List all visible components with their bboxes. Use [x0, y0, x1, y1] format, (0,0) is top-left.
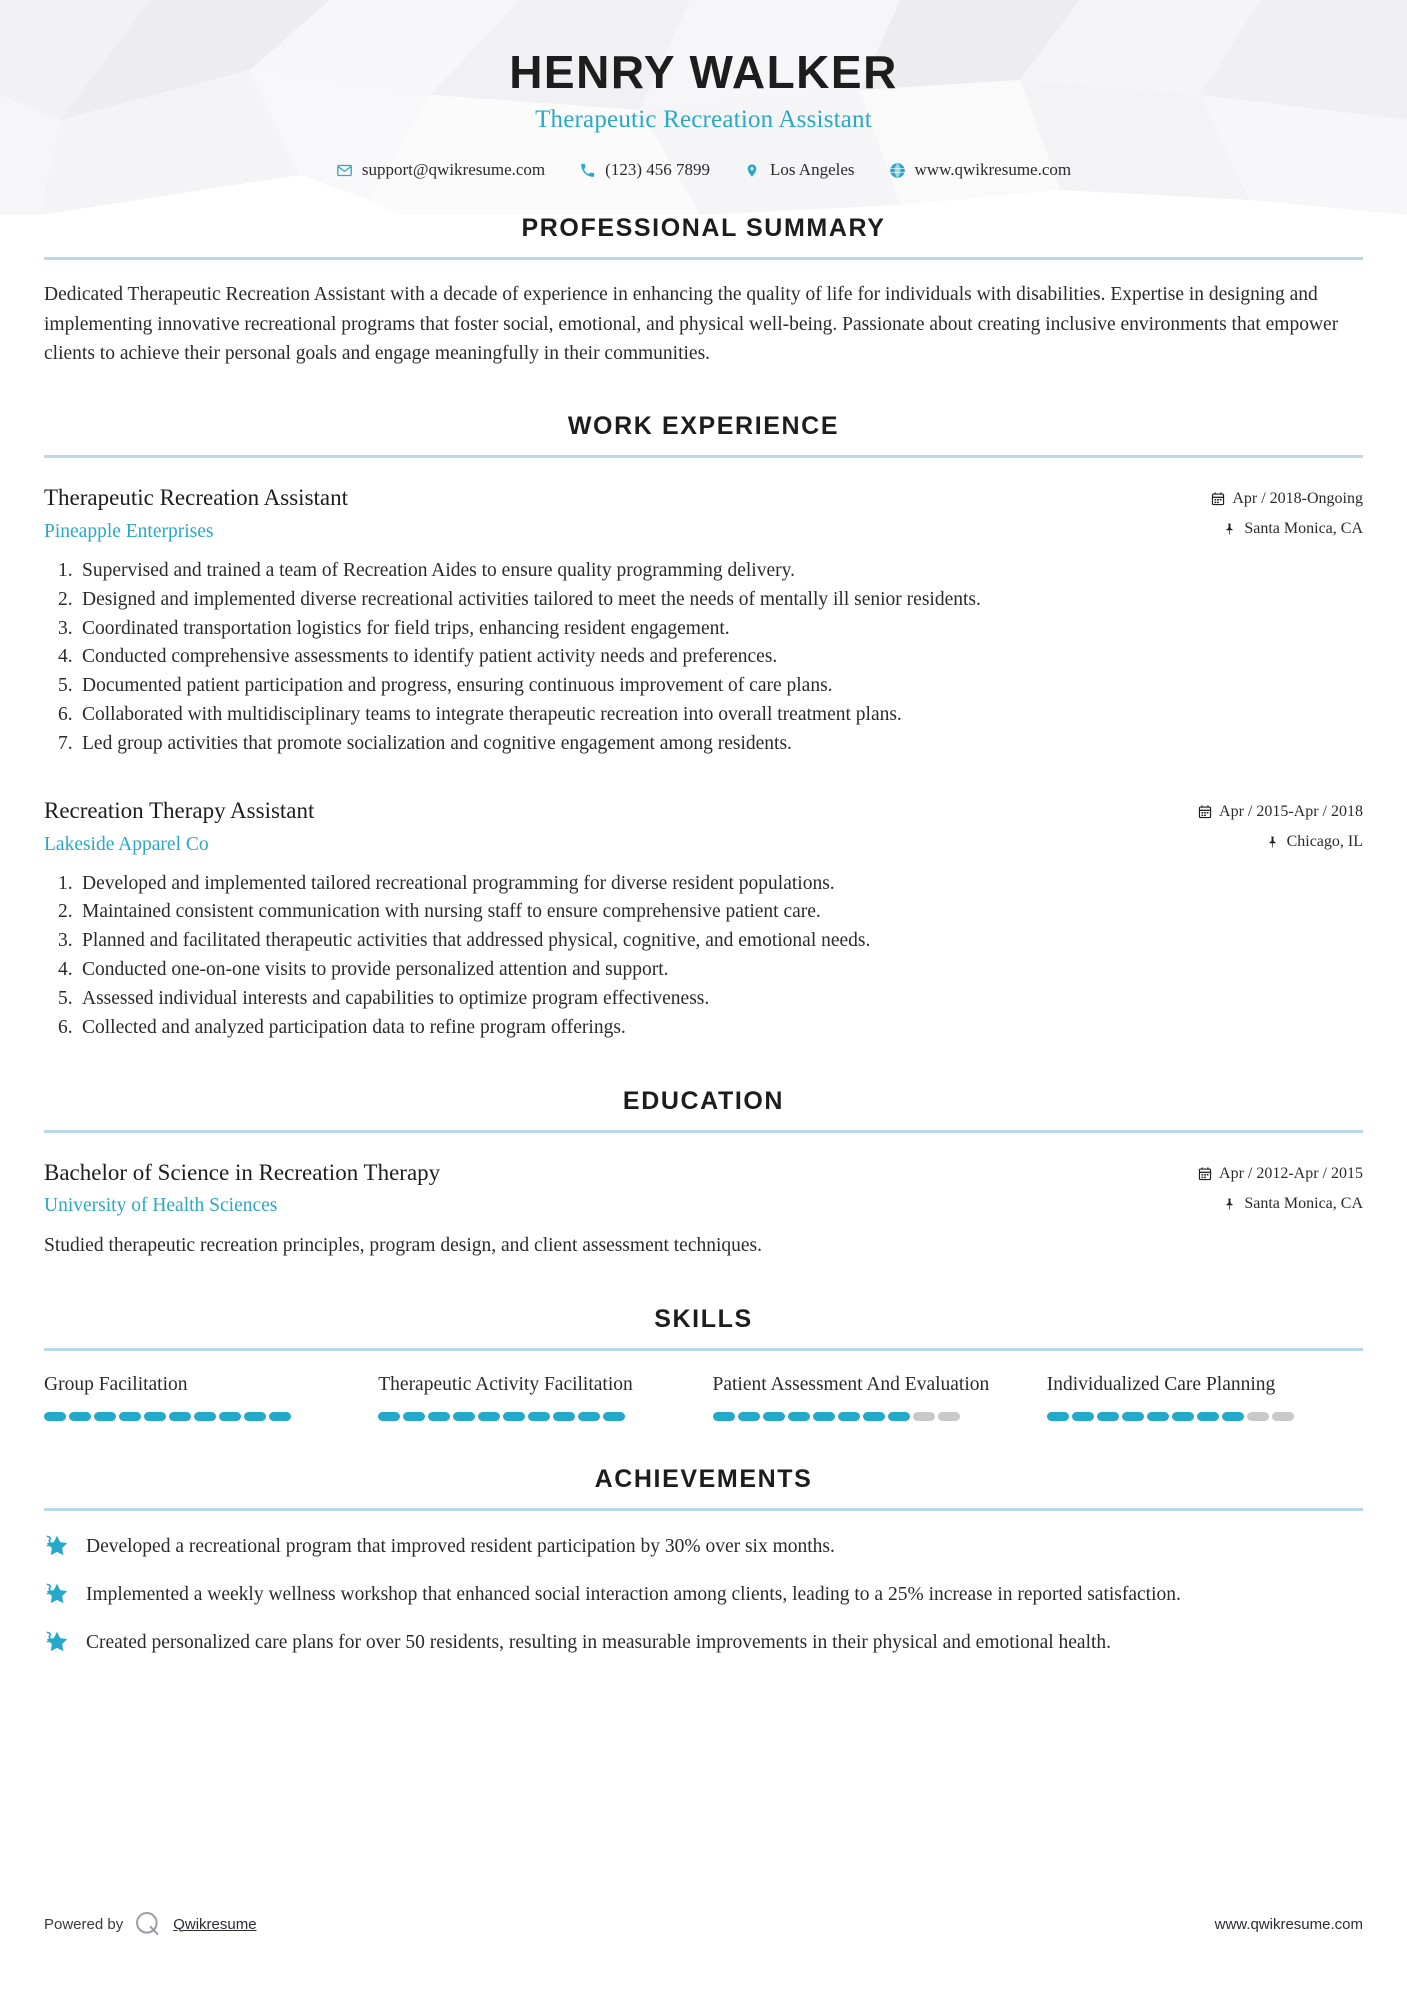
skill-rating-segment [1122, 1412, 1144, 1421]
skill-rating-segment [1197, 1412, 1219, 1421]
education-location-line [1198, 1195, 1363, 1213]
work-bullet: Planned and facilitated therapeutic activities that addressed physical, cognitive, and emotional needs. [82, 930, 871, 952]
work-bullet: Assessed individual interests and capabilities to optimize program effectiveness. [82, 988, 710, 1009]
education-section-divider [44, 1130, 1363, 1133]
calendar-icon [1211, 492, 1225, 506]
education-dates: Apr / 2012-Apr / 2015 [1219, 1164, 1363, 1182]
work-entry [44, 797, 1363, 1043]
page-footer [44, 1910, 1363, 1938]
skill-rating-segment [1147, 1412, 1169, 1421]
summary-section-divider [44, 257, 1363, 260]
phone-icon [579, 162, 596, 179]
skill-rating-segment [603, 1412, 625, 1421]
skill-rating-segment [269, 1412, 291, 1421]
contact-row [0, 160, 1407, 180]
work-bullet: Maintained consistent communication with nursing staff to ensure comprehensive patient care. [82, 901, 821, 923]
education-dates-line [1198, 1165, 1363, 1183]
work-entry-header [44, 797, 1363, 856]
education-section-title: EDUCATION [622, 1086, 785, 1115]
work-entry-company[interactable]: Pineapple Enterprises [44, 520, 214, 542]
envelope-icon [336, 162, 353, 179]
star-badge-icon [44, 1630, 70, 1656]
work-entry-role: Recreation Therapy Assistant [44, 797, 315, 823]
star-badge-icon [44, 1582, 70, 1608]
summary-text: Dedicated Therapeutic Recreation Assistant with a decade of experience in enhancing the quality of life for individuals with disabilities. Expertise in designing and implementing innovative recreational programs that foster social, emotional, and physical well-being. Passionate about creating inclusive environments that empower clients to achieve their personal goals and engage meaningfully in their communities. [44, 284, 1339, 364]
resume-header [0, 0, 1407, 180]
work-entry-bullets [44, 557, 1363, 759]
achievement-text: Implemented a weekly wellness workshop that enhanced social interaction among clients, leading to a 25% increase in reported satisfaction. [86, 1583, 1181, 1605]
work-entry-identity [44, 797, 314, 856]
education-degree: Bachelor of Science in Recreation Therapy [44, 1159, 441, 1185]
achievement-text: Created personalized care plans for over 50 residents, resulting in measurable improvements in their physical and emotional health. [86, 1632, 1112, 1654]
skill-rating-segment [169, 1412, 191, 1421]
skill-rating-bar [44, 1412, 360, 1421]
qwikresume-logo-icon [134, 1910, 162, 1938]
globe-icon [889, 162, 906, 179]
skill-rating-segment [453, 1412, 475, 1421]
skill-rating-segment [863, 1412, 885, 1421]
section-achievements [44, 1465, 1363, 1658]
work-bullet: Coordinated transportation logistics for field trips, enhancing resident engagement. [82, 617, 730, 639]
skill-rating-segment [144, 1412, 166, 1421]
work-entry-identity [44, 484, 348, 543]
contact-location-text: Los Angeles [769, 160, 855, 180]
skill-rating-segment [69, 1412, 91, 1421]
footer-website-url[interactable]: www.qwikresume.com [1214, 1915, 1363, 1933]
skill-rating-segment [503, 1412, 525, 1421]
education-description: Studied therapeutic recreation principles, program design, and client assessment techniques. [44, 1235, 763, 1257]
work-entry-meta [1211, 484, 1363, 538]
skill-rating-bar [713, 1412, 1029, 1421]
skill-item [378, 1373, 694, 1421]
skill-rating-segment [44, 1412, 66, 1421]
contact-phone[interactable] [562, 160, 727, 180]
skill-rating-segment [813, 1412, 835, 1421]
education-entry-header [44, 1159, 1363, 1218]
achievement-item [44, 1581, 1363, 1609]
candidate-job-title: Therapeutic Recreation Assistant [535, 106, 872, 134]
skill-rating-segment [194, 1412, 216, 1421]
skill-rating-segment [1247, 1412, 1269, 1421]
map-pin-icon [1266, 835, 1280, 849]
skill-rating-segment [219, 1412, 241, 1421]
map-pin-icon [1223, 522, 1237, 536]
skill-rating-segment [888, 1412, 910, 1421]
work-entry [44, 484, 1363, 759]
section-professional-summary [44, 214, 1363, 368]
section-skills [44, 1305, 1363, 1421]
contact-location[interactable] [727, 160, 872, 180]
achievement-item [44, 1629, 1363, 1657]
skill-item [44, 1373, 360, 1421]
skill-rating-segment [553, 1412, 575, 1421]
work-bullet: Designed and implemented diverse recreational activities tailored to meet the needs of mentally ill senior residents. [82, 588, 981, 610]
work-entry-location: Chicago, IL [1286, 832, 1363, 850]
work-entry-location-line [1211, 520, 1363, 538]
skills-section-title: SKILLS [654, 1304, 753, 1333]
skill-rating-segment [1222, 1412, 1244, 1421]
skill-label: Therapeutic Activity Facilitation [378, 1373, 633, 1395]
work-entry-dates: Apr / 2018-Ongoing [1232, 490, 1363, 508]
skill-rating-segment [913, 1412, 935, 1421]
education-entry [44, 1159, 1363, 1261]
skill-rating-segment [94, 1412, 116, 1421]
calendar-icon [1198, 1167, 1212, 1181]
skill-rating-segment [1272, 1412, 1294, 1421]
education-location: Santa Monica, CA [1244, 1194, 1363, 1212]
star-badge-icon [44, 1534, 70, 1560]
work-entry-location: Santa Monica, CA [1244, 520, 1363, 538]
location-pin-icon [744, 162, 761, 179]
skill-rating-segment [428, 1412, 450, 1421]
work-entry-dates: Apr / 2015-Apr / 2018 [1219, 802, 1363, 820]
skill-rating-bar [378, 1412, 694, 1421]
work-bullet: Supervised and trained a team of Recreation Aides to ensure quality programming delivery. [82, 559, 795, 581]
skill-rating-segment [478, 1412, 500, 1421]
work-section-title: WORK EXPERIENCE [567, 412, 840, 441]
skill-rating-segment [528, 1412, 550, 1421]
skill-label: Group Facilitation [44, 1373, 188, 1395]
achievements-section-title: ACHIEVEMENTS [594, 1464, 813, 1493]
work-bullet: Conducted one-on-one visits to provide personalized attention and support. [82, 959, 669, 981]
skill-rating-segment [788, 1412, 810, 1421]
powered-by-label: Powered by [44, 1915, 124, 1933]
contact-website[interactable] [872, 160, 1089, 180]
achievements-section-divider [44, 1508, 1363, 1511]
skill-rating-segment [378, 1412, 400, 1421]
education-entry-meta [1198, 1159, 1363, 1213]
skill-rating-bar [1047, 1412, 1363, 1421]
skill-item [1047, 1373, 1363, 1421]
work-entry-dates-line [1198, 803, 1363, 821]
work-entry-header [44, 484, 1363, 543]
map-pin-icon [1223, 1197, 1237, 1211]
candidate-name: HENRY WALKER [509, 46, 898, 98]
education-school[interactable]: University of Health Sciences [44, 1195, 278, 1217]
skill-rating-segment [1047, 1412, 1069, 1421]
work-section-divider [44, 455, 1363, 458]
skill-rating-segment [763, 1412, 785, 1421]
skill-rating-segment [578, 1412, 600, 1421]
work-entry-bullets [44, 870, 1363, 1043]
contact-phone-text: (123) 456 7899 [605, 160, 710, 180]
skill-rating-segment [1172, 1412, 1194, 1421]
skill-rating-segment [738, 1412, 760, 1421]
skill-item [713, 1373, 1029, 1421]
work-bullet: Developed and implemented tailored recreational programming for diverse resident populations. [82, 872, 835, 894]
work-bullet: Collaborated with multidisciplinary teams to integrate therapeutic recreation into overall treatment plans. [82, 704, 902, 726]
contact-email[interactable] [319, 160, 562, 180]
achievement-text: Developed a recreational program that improved resident participation by 30% over six months. [86, 1535, 835, 1557]
summary-section-title: PROFESSIONAL SUMMARY [521, 214, 886, 243]
skill-rating-segment [1097, 1412, 1119, 1421]
skill-rating-segment [713, 1412, 735, 1421]
skill-rating-segment [1072, 1412, 1094, 1421]
section-work-experience [44, 412, 1363, 1043]
work-bullet: Led group activities that promote socialization and cognitive engagement among residents. [82, 732, 792, 754]
section-education [44, 1087, 1363, 1261]
work-entry-company[interactable]: Lakeside Apparel Co [44, 833, 209, 855]
achievements-list [44, 1533, 1363, 1658]
skill-rating-segment [838, 1412, 860, 1421]
achievement-item [44, 1533, 1363, 1561]
skill-label: Patient Assessment And Evaluation [712, 1373, 990, 1395]
skills-section-divider [44, 1348, 1363, 1351]
work-entry-dates-line [1211, 490, 1363, 508]
work-entry-role: Therapeutic Recreation Assistant [44, 485, 349, 511]
skill-label: Individualized Care Planning [1046, 1373, 1276, 1395]
work-entry-location-line [1198, 833, 1363, 851]
education-entry-identity [44, 1159, 440, 1218]
contact-website-text: www.qwikresume.com [914, 160, 1072, 180]
calendar-icon [1198, 805, 1212, 819]
qwikresume-brand-link[interactable]: Qwikresume [173, 1915, 257, 1933]
skill-rating-segment [119, 1412, 141, 1421]
work-entry-meta [1198, 797, 1363, 851]
skill-rating-segment [244, 1412, 266, 1421]
work-bullet: Conducted comprehensive assessments to identify patient activity needs and preferences. [82, 646, 778, 668]
skills-grid [44, 1373, 1363, 1421]
work-bullet: Collected and analyzed participation data to refine program offerings. [82, 1016, 626, 1038]
work-bullet: Documented patient participation and progress, ensuring continuous improvement of care plans. [82, 675, 833, 697]
powered-by-block [44, 1910, 257, 1938]
contact-email-text: support@qwikresume.com [361, 160, 546, 180]
skill-rating-segment [403, 1412, 425, 1421]
skill-rating-segment [938, 1412, 960, 1421]
